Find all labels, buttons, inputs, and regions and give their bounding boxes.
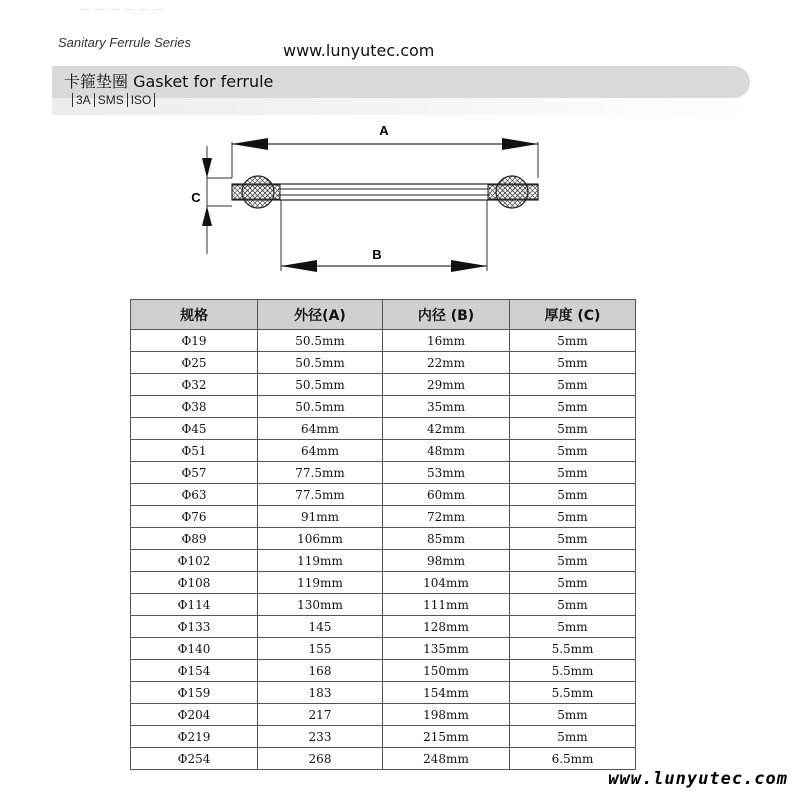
table-row (131, 572, 636, 594)
cell-inner-diameter: 198mm (383, 704, 510, 726)
cell-inner-diameter: 42mm (383, 418, 510, 440)
cell-thickness: 5mm (510, 352, 636, 374)
cell-outer-diameter: 130mm (258, 594, 383, 616)
cell-inner-diameter: 60mm (383, 484, 510, 506)
column-header-size: 规格 (131, 300, 258, 330)
dimension-a-label: A (379, 123, 389, 138)
cell-size: Φ57 (131, 462, 258, 484)
cell-inner-diameter: 104mm (383, 572, 510, 594)
cell-size: Φ219 (131, 726, 258, 748)
standard-tag: SMS (94, 93, 127, 107)
series-title: Sanitary Ferrule Series (58, 35, 191, 50)
faint-header-text: — — — — — — (80, 4, 165, 15)
table-row (131, 704, 636, 726)
cell-inner-diameter: 85mm (383, 528, 510, 550)
left-bead (242, 176, 274, 208)
gasket-diagram (180, 118, 560, 288)
cell-inner-diameter: 22mm (383, 352, 510, 374)
cell-outer-diameter: 168 (258, 660, 383, 682)
cell-inner-diameter: 29mm (383, 374, 510, 396)
cell-outer-diameter: 77.5mm (258, 484, 383, 506)
table-row (131, 638, 636, 660)
arrow-right-icon (451, 260, 487, 272)
website-url-top[interactable]: www.lunyutec.com (283, 41, 435, 60)
cell-inner-diameter: 35mm (383, 396, 510, 418)
cell-thickness: 5.5mm (510, 682, 636, 704)
cell-outer-diameter: 106mm (258, 528, 383, 550)
table-row (131, 418, 636, 440)
table-row (131, 660, 636, 682)
cell-outer-diameter: 217 (258, 704, 383, 726)
cell-thickness: 5mm (510, 396, 636, 418)
cell-size: Φ51 (131, 440, 258, 462)
table-row (131, 528, 636, 550)
table-row (131, 330, 636, 352)
table-row (131, 374, 636, 396)
cell-outer-diameter: 50.5mm (258, 374, 383, 396)
cell-thickness: 5.5mm (510, 660, 636, 682)
cell-inner-diameter: 53mm (383, 462, 510, 484)
cell-size: Φ25 (131, 352, 258, 374)
table-row (131, 396, 636, 418)
table-row (131, 550, 636, 572)
table-row (131, 506, 636, 528)
cell-thickness: 5mm (510, 572, 636, 594)
cell-thickness: 5mm (510, 418, 636, 440)
cell-size: Φ154 (131, 660, 258, 682)
cell-inner-diameter: 215mm (383, 726, 510, 748)
cell-size: Φ114 (131, 594, 258, 616)
cell-size: Φ63 (131, 484, 258, 506)
cell-outer-diameter: 64mm (258, 418, 383, 440)
table-header-row (131, 300, 636, 330)
cell-size: Φ133 (131, 616, 258, 638)
right-bead (496, 176, 528, 208)
cell-outer-diameter: 233 (258, 726, 383, 748)
cell-outer-diameter: 183 (258, 682, 383, 704)
table-row (131, 352, 636, 374)
table-row (131, 594, 636, 616)
cell-size: Φ89 (131, 528, 258, 550)
cell-outer-diameter: 91mm (258, 506, 383, 528)
standards-list (72, 93, 155, 107)
cell-size: Φ102 (131, 550, 258, 572)
arrow-down-icon (202, 158, 212, 178)
gasket-spec-table (130, 299, 636, 770)
table-row (131, 440, 636, 462)
cell-size: Φ140 (131, 638, 258, 660)
arrow-right-icon (502, 138, 538, 150)
cell-outer-diameter: 64mm (258, 440, 383, 462)
arrow-left-icon (232, 138, 268, 150)
cell-inner-diameter: 150mm (383, 660, 510, 682)
cell-inner-diameter: 135mm (383, 638, 510, 660)
cell-outer-diameter: 50.5mm (258, 330, 383, 352)
cell-size: Φ204 (131, 704, 258, 726)
cell-inner-diameter: 98mm (383, 550, 510, 572)
cell-size: Φ76 (131, 506, 258, 528)
arrow-left-icon (281, 260, 317, 272)
cell-size: Φ108 (131, 572, 258, 594)
cell-thickness: 6.5mm (510, 748, 636, 770)
column-header-outer-diameter: 外径(A) (258, 300, 383, 330)
cell-thickness: 5mm (510, 616, 636, 638)
cell-thickness: 5mm (510, 462, 636, 484)
cell-thickness: 5mm (510, 374, 636, 396)
cell-size: Φ254 (131, 748, 258, 770)
column-header-inner-diameter: 内径 (B) (383, 300, 510, 330)
standard-tag: ISO (127, 93, 156, 107)
banner-fade (52, 98, 750, 115)
cell-thickness: 5mm (510, 726, 636, 748)
cell-outer-diameter: 50.5mm (258, 396, 383, 418)
cell-thickness: 5mm (510, 704, 636, 726)
cell-size: Φ159 (131, 682, 258, 704)
website-url-bottom[interactable]: www.lunyutec.com (608, 769, 788, 789)
cell-thickness: 5.5mm (510, 638, 636, 660)
cell-outer-diameter: 155 (258, 638, 383, 660)
cell-outer-diameter: 50.5mm (258, 352, 383, 374)
cell-thickness: 5mm (510, 440, 636, 462)
table-row (131, 726, 636, 748)
cell-thickness: 5mm (510, 484, 636, 506)
cell-size: Φ38 (131, 396, 258, 418)
dimension-c-label: C (191, 190, 201, 205)
cell-thickness: 5mm (510, 594, 636, 616)
cell-outer-diameter: 77.5mm (258, 462, 383, 484)
cell-inner-diameter: 16mm (383, 330, 510, 352)
arrow-up-icon (202, 206, 212, 226)
cell-inner-diameter: 154mm (383, 682, 510, 704)
cell-outer-diameter: 145 (258, 616, 383, 638)
cell-inner-diameter: 128mm (383, 616, 510, 638)
column-header-thickness: 厚度 (C) (510, 300, 636, 330)
table-row (131, 484, 636, 506)
cell-inner-diameter: 48mm (383, 440, 510, 462)
cell-size: Φ32 (131, 374, 258, 396)
dimension-b-label: B (372, 247, 382, 262)
cell-outer-diameter: 268 (258, 748, 383, 770)
cell-thickness: 5mm (510, 550, 636, 572)
table-row (131, 748, 636, 770)
cell-inner-diameter: 72mm (383, 506, 510, 528)
cell-size: Φ19 (131, 330, 258, 352)
cell-inner-diameter: 248mm (383, 748, 510, 770)
cell-thickness: 5mm (510, 330, 636, 352)
cell-outer-diameter: 119mm (258, 572, 383, 594)
product-title: 卡箍垫圈 Gasket for ferrule (64, 72, 274, 91)
gasket-cross-section (180, 118, 560, 288)
cell-outer-diameter: 119mm (258, 550, 383, 572)
cell-thickness: 5mm (510, 528, 636, 550)
cell-inner-diameter: 111mm (383, 594, 510, 616)
table-row (131, 462, 636, 484)
product-banner (52, 66, 750, 115)
table-row (131, 682, 636, 704)
table-row (131, 616, 636, 638)
cell-thickness: 5mm (510, 506, 636, 528)
standard-tag: 3A (72, 93, 94, 107)
cell-size: Φ45 (131, 418, 258, 440)
